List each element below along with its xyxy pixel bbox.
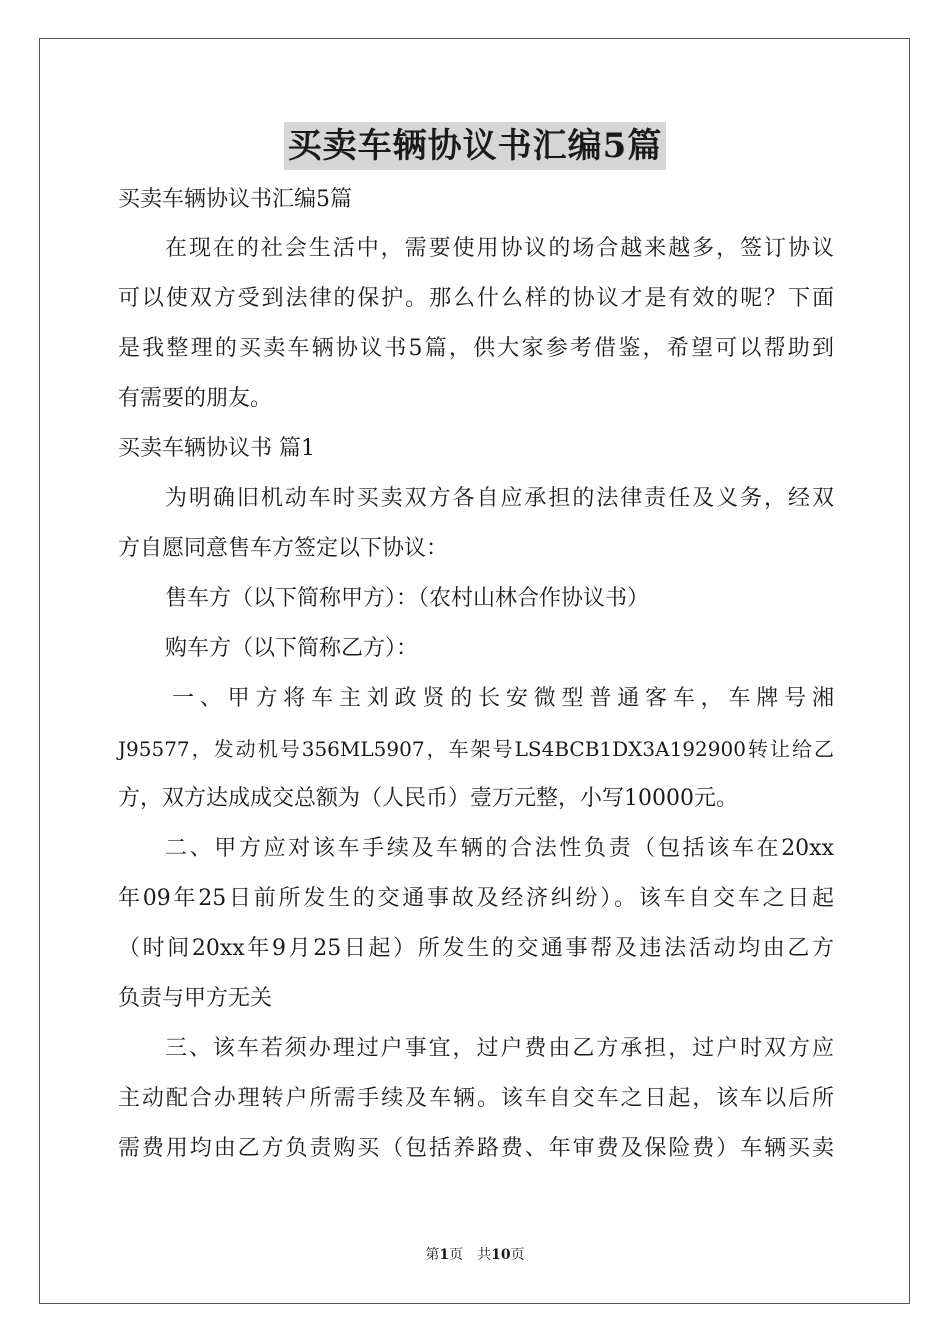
footer-total-pages: 10 [491, 1247, 511, 1263]
clause-line: 三、该车若须办理过户事宜，过户费由乙方承担，过户时双方应 [165, 1036, 834, 1061]
clause-line: 负责与甲方无关 [118, 986, 273, 1011]
title-container [0, 122, 950, 170]
section-heading: 买卖车辆协议书 篇1 [118, 436, 315, 461]
page-border [39, 38, 910, 1304]
footer-prefix: 第 [425, 1247, 440, 1263]
clause-line: 方，双方达成成交总额为（人民币）壹万元整，小写10000元。 [118, 786, 738, 811]
paragraph-line: 为明确旧机动车时买卖双方各自应承担的法律责任及义务，经双 [165, 486, 834, 511]
clause-line: 主动配合办理转户所需手续及车辆。该车自交车之日起，该车以后所 [118, 1086, 834, 1111]
subtitle-line: 买卖车辆协议书汇编5篇 [118, 187, 352, 212]
clause-line: J95577，发动机号356ML5907，车架号LS4BCB1DX3A192900转让给乙 [118, 737, 834, 761]
footer-suffix: 页 [510, 1247, 525, 1263]
document-title: 买卖车辆协议书汇编5篇 [284, 122, 667, 170]
seller-line: 售车方（以下简称甲方）：（农村山林合作协议书） [165, 586, 650, 611]
clause-line: 年09年25日前所发生的交通事故及经济纠纷）。该车自交车之日起 [118, 886, 834, 911]
footer-mid: 页 共 [449, 1247, 492, 1263]
clause-line: （时间20xx年9月25日起）所发生的交通事帮及违法活动均由乙方 [118, 936, 834, 961]
paragraph-line: 有需要的朋友。 [118, 386, 273, 411]
buyer-line: 购车方（以下简称乙方）： [165, 636, 419, 661]
paragraph-line: 方自愿同意售车方签定以下协议： [118, 536, 449, 561]
paragraph-line: 可以使双方受到法律的保护。那么什么样的协议才是有效的呢？下面 [118, 286, 834, 311]
clause-line: 一、甲方将车主刘政贤的长安微型普通客车，车牌号湘 [172, 686, 834, 711]
footer-current-page: 1 [439, 1247, 450, 1263]
paragraph-line: 在现在的社会生活中，需要使用协议的场合越来越多，签订协议 [165, 236, 834, 261]
paragraph-line: 是我整理的买卖车辆协议书5篇，供大家参考借鉴，希望可以帮助到 [118, 336, 834, 361]
clause-line: 需费用均由乙方负责购买（包括养路费、年审费及保险费）车辆买卖 [118, 1136, 834, 1161]
clause-line: 二、甲方应对该车手续及车辆的合法性负责（包括该车在20xx [165, 836, 834, 861]
page-footer [0, 1245, 950, 1265]
